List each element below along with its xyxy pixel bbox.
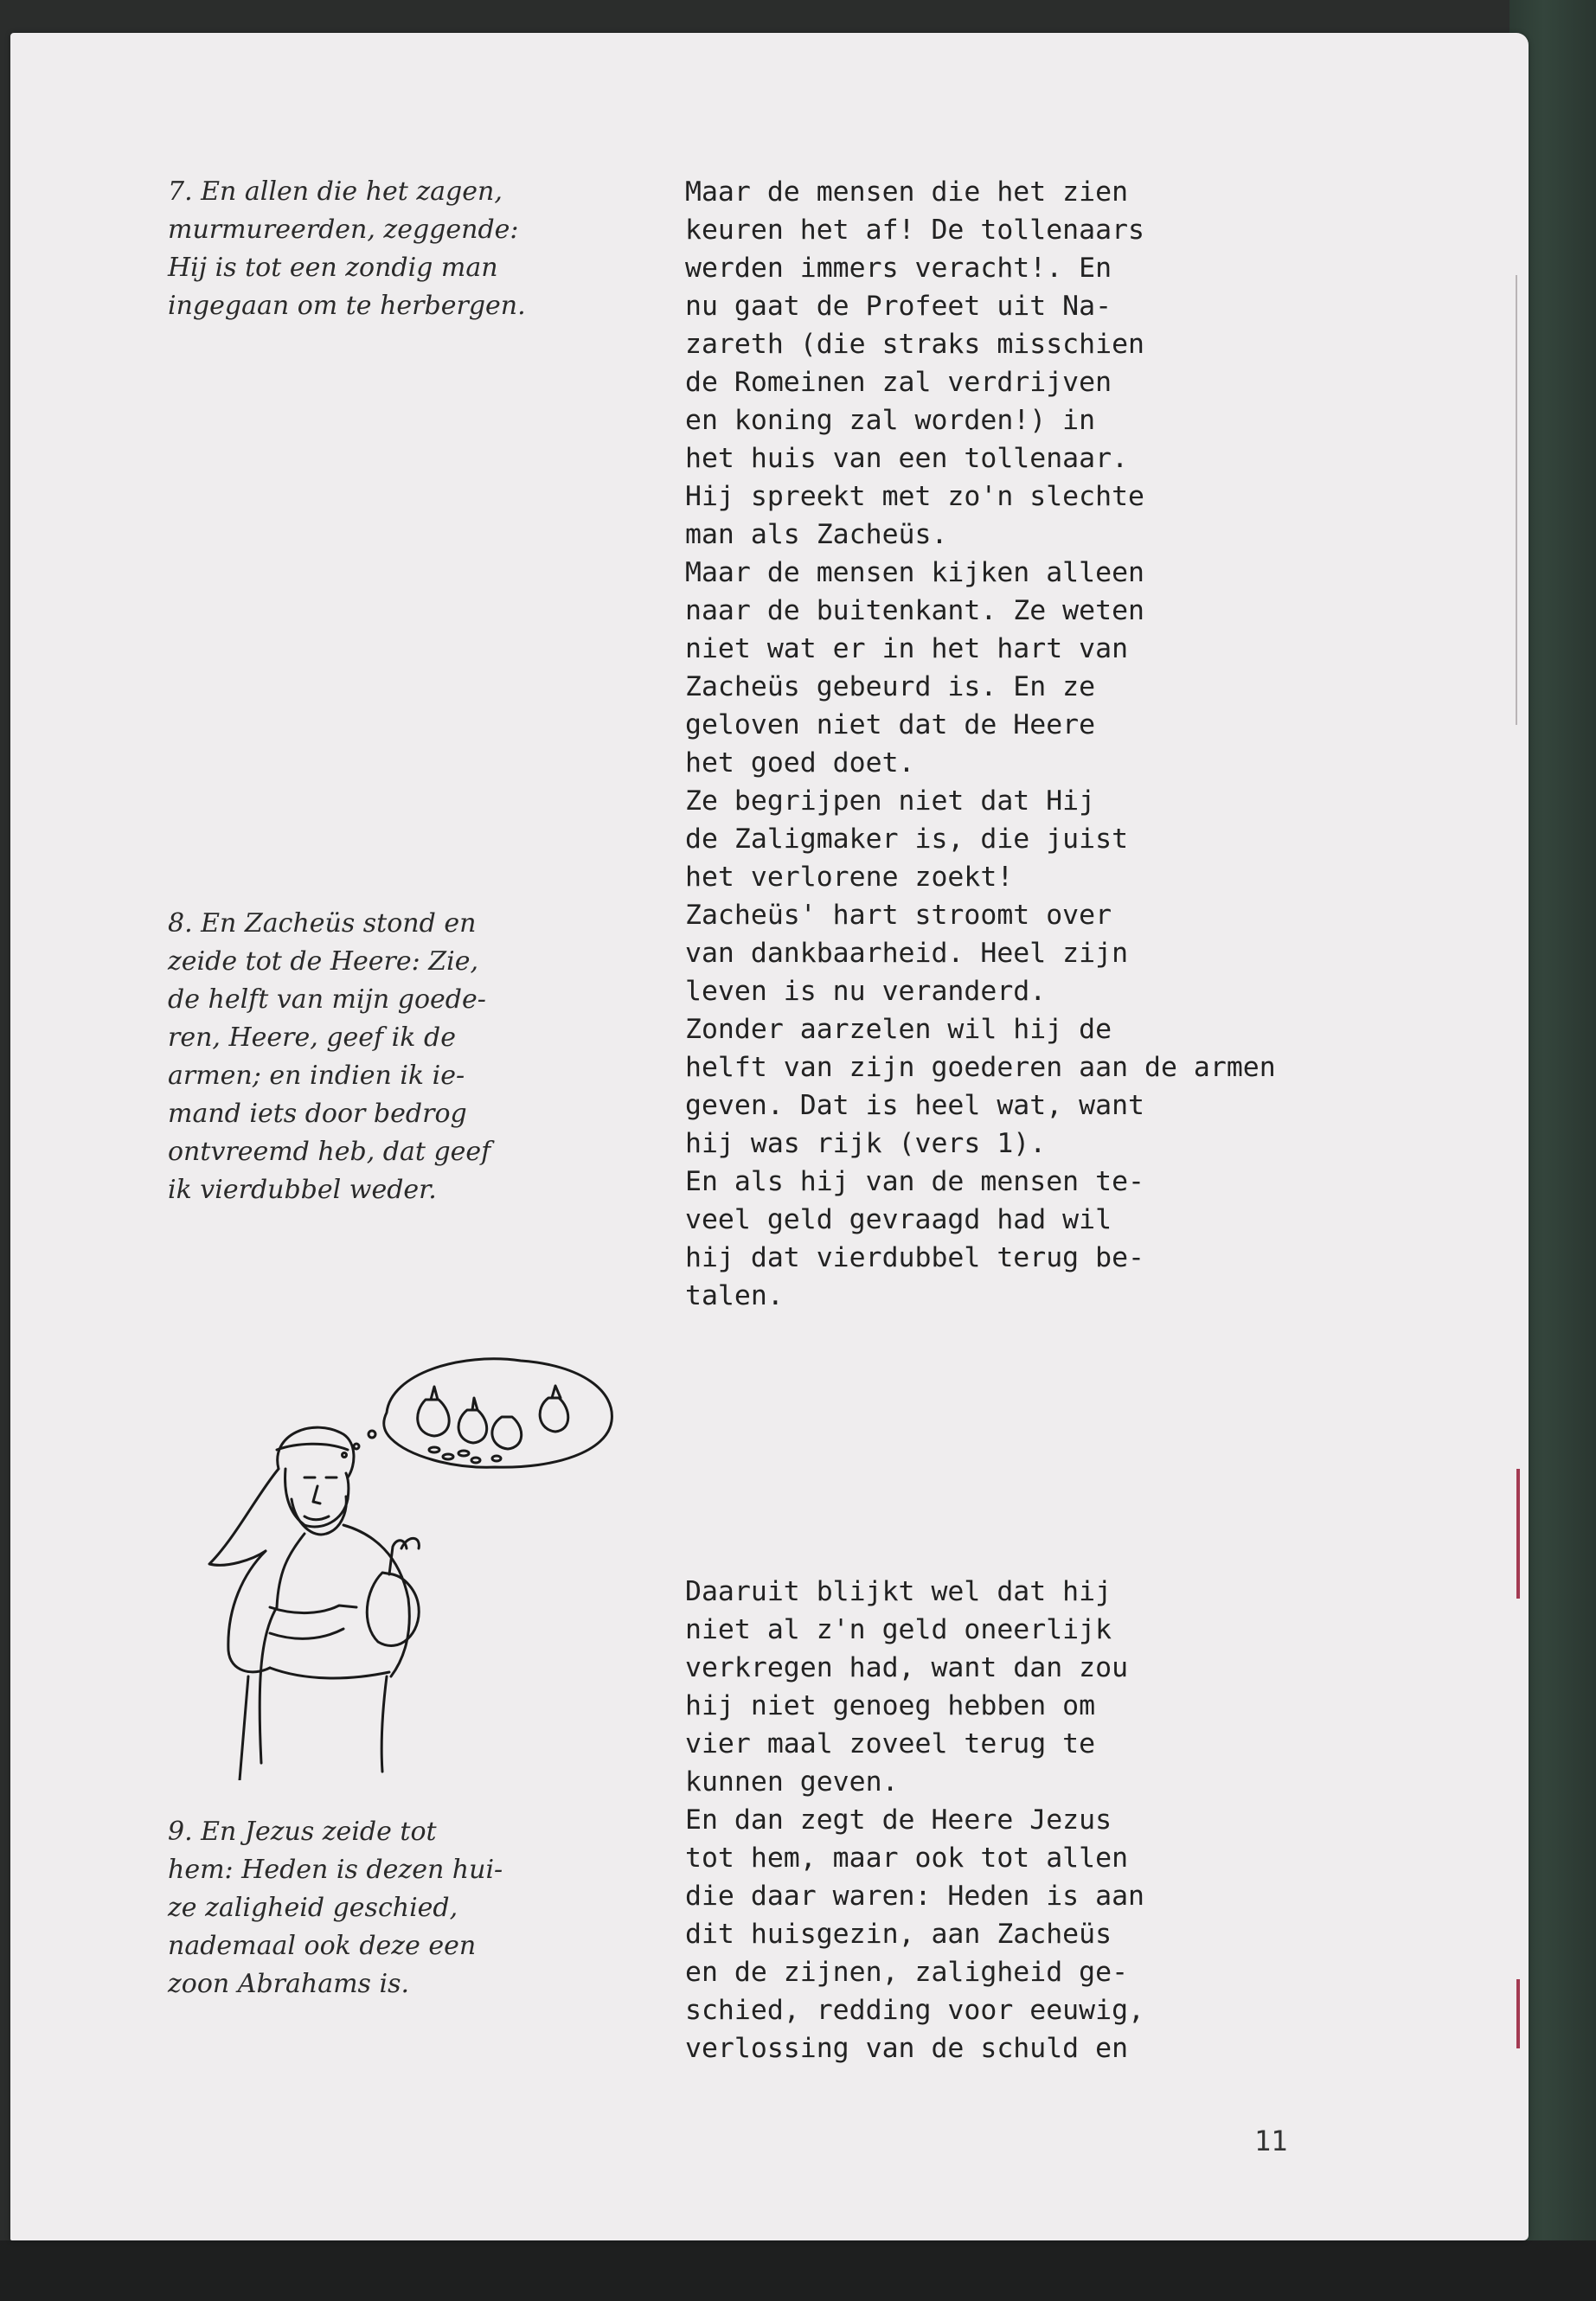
- verse-line: ren, Heere, geef ik de: [168, 1022, 456, 1053]
- text-line: het huis van een tollenaar.: [685, 443, 1129, 474]
- text-line: En als hij van de mensen te-: [685, 1166, 1145, 1197]
- text-line: Zacheüs' hart stroomt over: [685, 900, 1112, 931]
- verse-line: Hij is tot een zondig man: [168, 253, 498, 283]
- text-line: helft van zijn goederen aan de armen: [685, 1052, 1276, 1083]
- text-line: en de zijnen, zaligheid ge-: [685, 1957, 1129, 1988]
- page-edge-line: [1516, 275, 1517, 725]
- verse-line: zoon Abrahams is.: [168, 1969, 409, 1999]
- scanner-bottom-edge: [0, 2240, 1596, 2301]
- text-line: Maar de mensen kijken alleen: [685, 557, 1145, 588]
- verse-line: ze zaligheid geschied,: [168, 1893, 458, 1923]
- text-line: Daaruit blijkt wel dat hij: [685, 1576, 1112, 1607]
- text-line: de Zaligmaker is, die juist: [685, 824, 1129, 855]
- text-line: Zacheüs gebeurd is. En ze: [685, 671, 1096, 702]
- text-line: en koning zal worden!) in: [685, 405, 1096, 436]
- verse-line: armen; en indien ik ie-: [168, 1061, 465, 1091]
- commentary-block-1: [685, 173, 1516, 1315]
- text-line: leven is nu veranderd.: [685, 976, 1047, 1007]
- text-line: keuren het af! De tollenaars: [685, 215, 1145, 246]
- text-line: kunnen geven.: [685, 1766, 899, 1798]
- text-line: naar de buitenkant. Ze weten: [685, 595, 1145, 626]
- text-line: Ze begrijpen niet dat Hij: [685, 785, 1096, 817]
- book-page: [10, 33, 1529, 2240]
- text-line: verkregen had, want dan zou: [685, 1652, 1129, 1683]
- text-line: nu gaat de Profeet uit Na-: [685, 291, 1112, 322]
- text-line: man als Zacheüs.: [685, 519, 948, 550]
- commentary-block-2: [685, 1573, 1516, 2067]
- text-line: hij was rijk (vers 1).: [685, 1128, 1047, 1159]
- verse-line: ik vierdubbel weder.: [168, 1175, 437, 1205]
- verse-line: murmureerden, zeggende:: [168, 215, 519, 245]
- text-line: werden immers veracht!. En: [685, 253, 1112, 284]
- verse-line: mand iets door bedrog: [168, 1099, 467, 1129]
- text-line: geloven niet dat de Heere: [685, 709, 1096, 740]
- text-line: vier maal zoveel terug te: [685, 1728, 1096, 1759]
- text-line: Maar de mensen die het zien: [685, 176, 1129, 208]
- page-number: 11: [1254, 2125, 1288, 2157]
- text-line: schied, redding voor eeuwig,: [685, 1995, 1145, 2026]
- text-line: de Romeinen zal verdrijven: [685, 367, 1112, 398]
- text-line: geven. Dat is heel wat, want: [685, 1090, 1145, 1121]
- text-line: het verlorene zoekt!: [685, 862, 1014, 893]
- verse-line: de helft van mijn goede-: [168, 984, 486, 1015]
- verse-line: zeide tot de Heere: Zie,: [168, 946, 478, 977]
- verse-line: 7. En allen die het zagen,: [168, 176, 503, 207]
- verse-line: hem: Heden is dezen hui-: [168, 1855, 503, 1885]
- text-line: talen.: [685, 1280, 784, 1311]
- text-line: niet al z'n geld oneerlijk: [685, 1614, 1112, 1645]
- text-line: En dan zegt de Heere Jezus: [685, 1804, 1112, 1836]
- text-line: zareth (die straks misschien: [685, 329, 1145, 360]
- text-line: hij niet genoeg hebben om: [685, 1690, 1096, 1721]
- text-line: tot hem, maar ook tot allen: [685, 1843, 1129, 1874]
- verse-line: ontvreemd heb, dat geef: [168, 1137, 491, 1167]
- verse-line: ingegaan om te herbergen.: [168, 291, 526, 321]
- zacchaeus-illustration: [175, 1348, 625, 1780]
- text-line: het goed doet.: [685, 747, 915, 779]
- text-line: niet wat er in het hart van: [685, 633, 1129, 664]
- text-line: Zonder aarzelen wil hij de: [685, 1014, 1112, 1045]
- verse-line: 8. En Zacheüs stond en: [168, 908, 477, 939]
- text-line: hij dat vierdubbel terug be-: [685, 1242, 1145, 1273]
- text-line: verlossing van de schuld en: [685, 2033, 1129, 2064]
- text-line: Hij spreekt met zo'n slechte: [685, 481, 1145, 512]
- verse-line: 9. En Jezus zeide tot: [168, 1817, 437, 1847]
- text-line: die daar waren: Heden is aan: [685, 1881, 1145, 1912]
- verse-9: [168, 1813, 661, 2003]
- text-line: veel geld gevraagd had wil: [685, 1204, 1112, 1235]
- text-line: van dankbaarheid. Heel zijn: [685, 938, 1129, 969]
- page-edge-mark: [1516, 1979, 1520, 2048]
- page-edge-mark: [1516, 1469, 1520, 1599]
- verse-line: nademaal ook deze een: [168, 1931, 477, 1961]
- verse-8: [168, 905, 661, 1209]
- text-line: dit huisgezin, aan Zacheüs: [685, 1919, 1112, 1950]
- verse-7: [168, 173, 661, 325]
